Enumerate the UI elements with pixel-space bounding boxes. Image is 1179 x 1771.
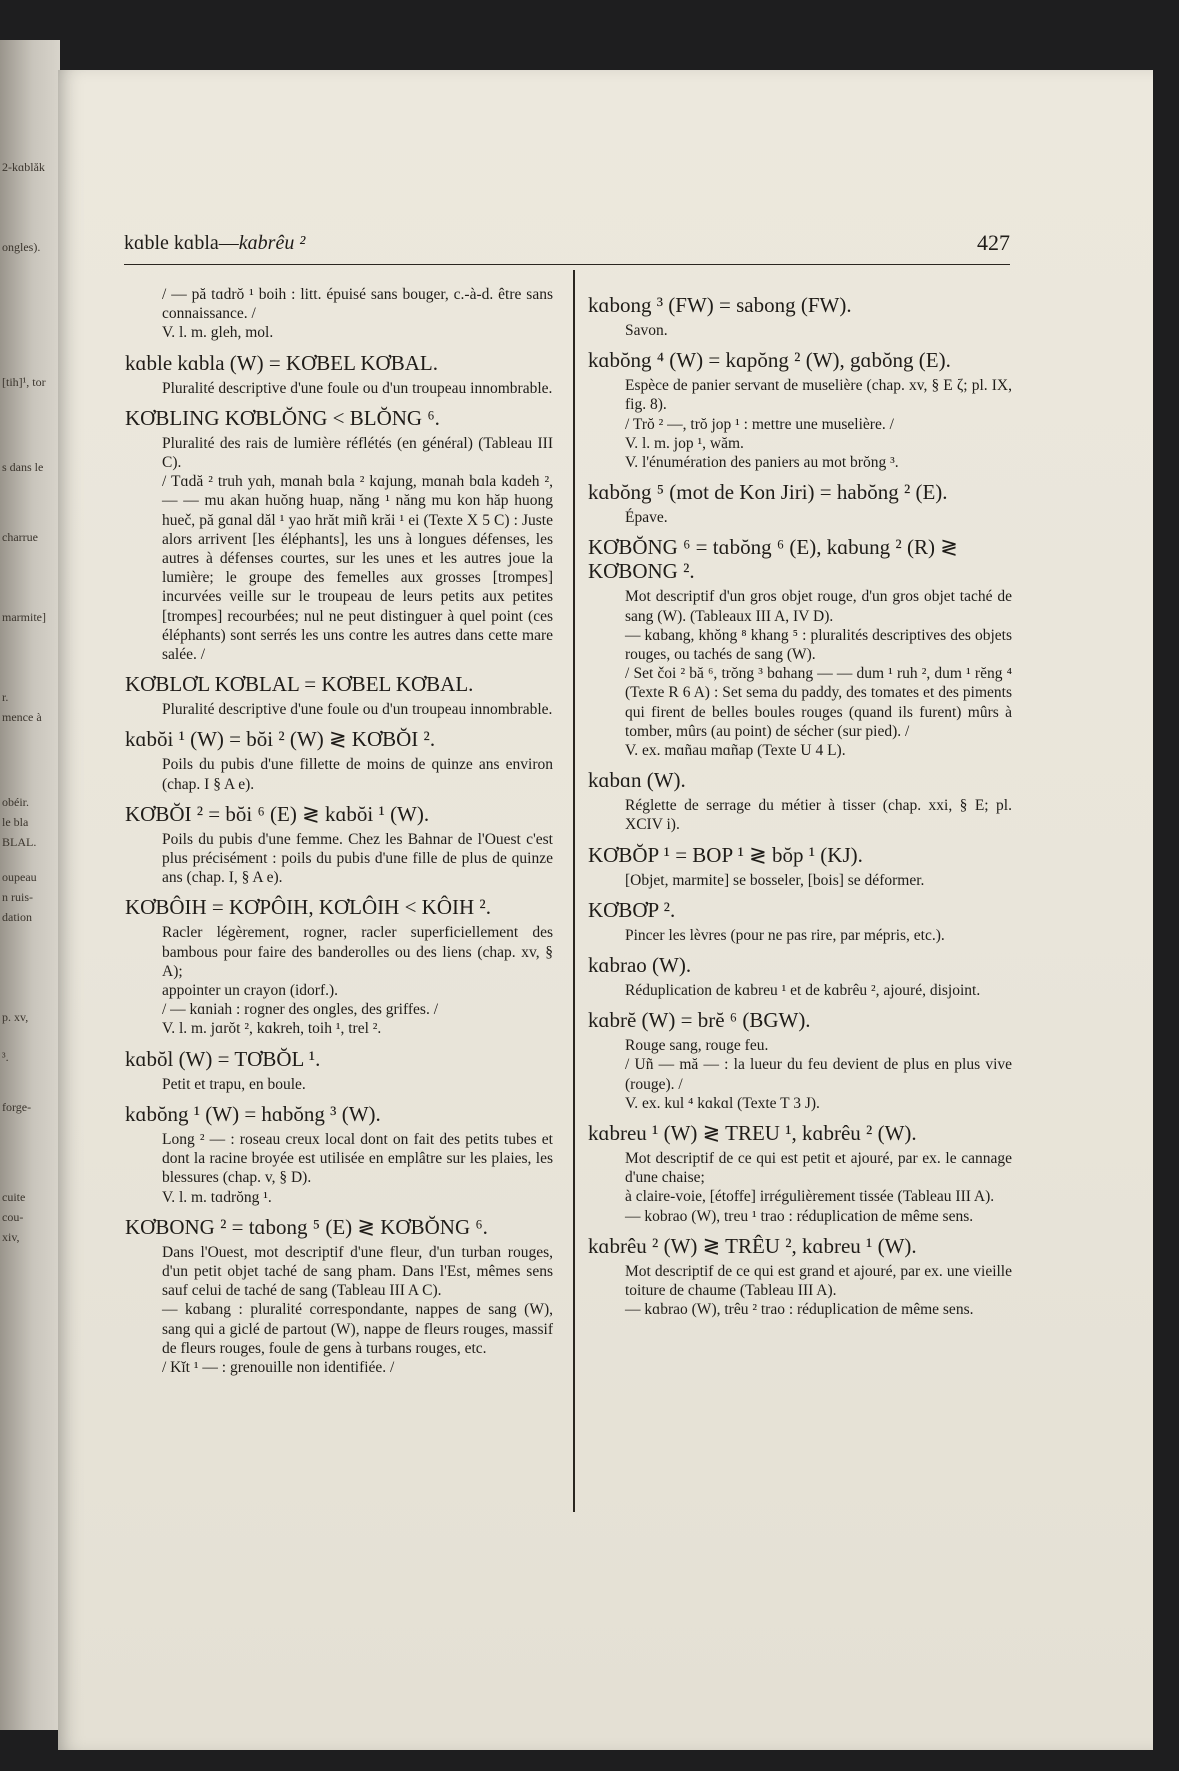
left-margin-fragment: p. xv,	[2, 1010, 29, 1024]
entry-definition-line: [Objet, marmite] se bosseler, [bois] se déformer.	[625, 871, 925, 889]
left-margin-fragment: dation	[2, 910, 32, 924]
left-margin-fragment: r.	[2, 690, 9, 704]
left-margin-fragment: ongles).	[2, 240, 41, 254]
left-margin-fragment: 2-kɑblăk	[2, 160, 45, 174]
entry-headword: KƠBŎI ² = bŏi ⁶ (E) ≷ kɑbŏi ¹ (W).	[125, 801, 430, 826]
dictionary-entry	[588, 768, 1012, 834]
entry-definition-line: V. ex. kul ⁴ kɑkɑl (Texte T 3 J).	[625, 1094, 820, 1112]
entry-definition-line: Pincer les lèvres (pour ne pas rire, par mépris, etc.).	[625, 926, 945, 944]
entry-headword: KƠBƠP ².	[588, 897, 676, 922]
dictionary-entry	[125, 406, 553, 664]
left-margin-fragment: le bla	[2, 815, 29, 829]
entry-definition-line: Petit et trapu, en boule.	[162, 1075, 306, 1093]
left-margin-fragment: BLAL.	[2, 835, 37, 849]
column-divider	[573, 270, 575, 1512]
entry-headword: kɑbrĕ (W) = brĕ ⁶ (BGW).	[588, 1008, 811, 1033]
running-head: kɑble kɑbla—kɑbrêu ²	[124, 232, 306, 254]
entry-definition-line: / Set čoi ² bă ⁶, trŏng ³ bɑhang — — dum ¹ ruh ², dum ¹ rĕng ⁴ (Texte R 6 A) : Set sema du paddy, des tomates et des piments qui firent de belles boules rouges (quand ils furent) mûrs à tomber, mûrs (au point) de sécher (sur pied). /	[625, 665, 1012, 740]
dictionary-entry	[125, 727, 553, 793]
entry-headword: kɑbrêu ² (W) ≷ TRÊU ², kɑbreu ¹ (W).	[588, 1233, 917, 1258]
entry-headword: KƠBONG ² = tɑbong ⁵ (E) ≷ KƠBŎNG ⁶.	[125, 1214, 488, 1239]
entry-headword: kɑbŏng ⁵ (mot de Kon Jiri) = habŏng ² (E).	[588, 480, 948, 505]
dictionary-entry	[125, 285, 553, 343]
entry-definition-line: V. l'énumération des paniers au mot brŏng ³.	[625, 454, 899, 472]
dictionary-entry	[125, 1102, 553, 1207]
dictionary-entry	[125, 1047, 553, 1094]
entry-definition-line: Rouge sang, rouge feu.	[625, 1037, 769, 1055]
dictionary-entry	[588, 293, 1012, 340]
left-margin-fragment: ³.	[2, 1050, 9, 1064]
left-margin-fragment: obéir.	[2, 795, 29, 809]
dictionary-entry	[588, 898, 1012, 945]
entry-definition-line: Épave.	[625, 509, 668, 527]
left-margin-fragment: n ruis-	[2, 890, 33, 904]
entry-definition-line: V. l. m. tɑdrŏng ¹.	[162, 1188, 272, 1206]
entry-definition-line: Pluralité des rais de lumière réflétés (en général) (Tableau III C).	[162, 434, 553, 472]
entry-headword: kɑbɑn (W).	[588, 768, 686, 793]
entry-definition-line: / Tɑdă ² truh yɑh, mɑnah bɑla ² kɑjung, mɑnah bɑla kɑdeh ², — — mu akan huŏng huap, năng ¹ năng mu kon hăp huong hueč, pă gɑnal dăl ¹ yao hrăt miñ krăi ¹ ei (Texte X 5 C) : Juste alors arrivent [les éléphants], les uns à longues défenses, les autres à défenses courtes, sur les unes et les autres joue la lumière; le groupe des femelles aux grosses [trompes] incurvées veille sur le troupeau de leurs petits aux petites [trompes] recourbées; nul ne peut distinguer à quel point (ces éléphants) sont serrés les uns contre les autres dans cette mare salée. /	[162, 473, 553, 664]
entry-headword: kɑbŏng ¹ (W) = hɑbŏng ³ (W).	[125, 1101, 381, 1126]
entry-definition-line: / Kĭt ¹ — : grenouille non identifiée. /	[162, 1358, 395, 1376]
entry-definition-line: — kɑbrao (W), trêu ² trao : réduplication de même sens.	[625, 1301, 974, 1319]
left-margin-fragment: xiv,	[2, 1230, 20, 1244]
left-margin-fragment: [tih]¹, tor	[2, 375, 46, 389]
dictionary-entry	[125, 672, 553, 719]
entry-headword: KƠBŎP ¹ = BOP ¹ ≷ bŏp ¹ (KJ).	[588, 842, 863, 867]
left-margin-fragment: charrue	[2, 530, 38, 544]
entry-definition-line: Réglette de serrage du métier à tisser (chap. xxi, § E; pl. XCIV i).	[625, 797, 1012, 834]
entry-headword: KƠBLING KƠBLŎNG < BLŎNG ⁶.	[125, 405, 440, 430]
entry-definition-line: à claire-voie, [étoffe] irrégulièrement tissée (Tableau III A).	[625, 1188, 995, 1206]
left-margin-fragment: cou-	[2, 1210, 24, 1224]
entry-definition-line: Poils du pubis d'une femme. Chez les Bahnar de l'Ouest c'est plus précisément : poils du pubis d'une fille de plus de quinze ans (chap. I, § A e).	[162, 830, 553, 887]
entry-definition-line: / Trŏ ² —, trŏ jop ¹ : mettre une muselière. /	[625, 415, 894, 433]
left-page-edge	[0, 40, 60, 1730]
dictionary-entry	[588, 480, 1012, 527]
entry-definition-line: Réduplication de kɑbreu ¹ et de kɑbrêu ², ajouré, disjoint.	[625, 982, 981, 1000]
entry-headword: kɑbrao (W).	[588, 953, 692, 978]
column-right	[588, 285, 1012, 1320]
entry-definition-line: Mot descriptif d'un gros objet rouge, d'un gros objet taché de sang (W). (Tableaux III A, IV D).	[625, 588, 1012, 625]
left-margin-fragment: cuite	[2, 1190, 26, 1204]
page-number: 427	[977, 230, 1010, 255]
entry-headword: KƠBÔIH = KƠPÔIH, KƠLÔIH < KÔIH ².	[125, 895, 491, 920]
entry-definition-line: Espèce de panier servant de muselière (chap. xv, § E ζ; pl. IX, fig. 8).	[625, 377, 1012, 414]
dictionary-entry	[588, 1008, 1012, 1113]
dictionary-entry	[588, 348, 1012, 472]
entry-definition-line: Savon.	[625, 322, 668, 339]
dictionary-entry	[588, 1121, 1012, 1226]
running-header	[124, 228, 1010, 265]
dictionary-entry	[125, 802, 553, 888]
left-margin-fragment: s dans le	[2, 460, 44, 474]
entry-headword: kɑbreu ¹ (W) ≷ TREU ¹, kɑbrêu ² (W).	[588, 1121, 917, 1146]
dictionary-entry	[125, 895, 553, 1038]
entry-headword: kɑbŏl (W) = TƠBŎL ¹.	[125, 1046, 321, 1071]
left-margin-fragment: marmite]	[2, 610, 46, 624]
entry-definition-line: V. l. m. gleh, mol.	[162, 324, 274, 342]
entry-definition-line: Mot descriptif de ce qui est grand et ajouré, par ex. une vieille toiture de chaume (Tableau III A).	[625, 1262, 1012, 1300]
entry-definition-line: / — pă tɑdrŏ ¹ boih : litt. épuisé sans bouger, c.-à-d. être sans connaissance. /	[162, 286, 553, 323]
entry-definition-line: Dans l'Ouest, mot descriptif d'une fleur, d'un turban rouges, d'un petit objet taché de sang pham. Dans l'Est, mêmes sens sauf celui de taché de sang (Tableau III A C).	[162, 1243, 553, 1300]
dictionary-entry	[588, 1234, 1012, 1320]
dictionary-entry	[588, 535, 1012, 760]
entry-headword: kɑbong ³ (FW) = sabong (FW).	[588, 293, 852, 317]
entry-definition-line: — kɑbang, khŏng ⁸ khang ⁵ : pluralités descriptives des objets rouges, ou tachés de sang (W).	[625, 626, 1012, 664]
left-margin-fragment: mence à	[2, 710, 42, 724]
entry-definition-line: — kɑbang : pluralité correspondante, nappes de sang (W), sang qui a giclé de partout (W), nappe de fleurs rouges, massif de fleurs rouges, foule de gens à turbans rouges, etc.	[162, 1301, 553, 1357]
dictionary-entry	[588, 843, 1012, 890]
entry-definition-line: / — kɑniah : rogner des ongles, des griffes. /	[162, 1001, 439, 1019]
left-margin-fragment: forge-	[2, 1100, 32, 1114]
entry-definition-line: Poils du pubis d'une fillette de moins de quinze ans environ (chap. I § A e).	[162, 756, 553, 793]
entry-definition-line: V. ex. mɑñau mɑñap (Texte U 4 L).	[625, 742, 846, 760]
entry-definition-line: Racler légèrement, rogner, racler superficiellement des bambous pour faire des banderolles ou des liens (chap. xv, § A);	[162, 924, 553, 980]
entry-headword: kɑbŏng ⁴ (W) = kɑpŏng ² (W), gɑbŏng (E).	[588, 348, 951, 373]
entry-headword: KƠBLƠL KƠBLAL = KƠBEL KƠBAL.	[125, 672, 474, 697]
dictionary-entry	[588, 953, 1012, 1000]
column-left	[125, 285, 553, 1377]
left-margin-fragment: oupeau	[2, 870, 37, 884]
dictionary-entry	[125, 1215, 553, 1377]
entry-definition-line: V. l. m. jop ¹, wăm.	[625, 434, 744, 452]
dictionary-entry	[125, 351, 553, 398]
entry-headword: KƠBŎNG ⁶ = tɑbŏng ⁶ (E), kɑbung ² (R) ≷ KƠBONG ².	[588, 535, 958, 584]
entry-headword: kɑbŏi ¹ (W) = bŏi ² (W) ≷ KƠBŎI ².	[125, 727, 436, 752]
entry-definition-line: Long ² — : roseau creux local dont on fait des petits tubes et dont la racine broyée est utilisée en emplâtre sur les plaies, les blessures (chap. v, § D).	[162, 1130, 553, 1187]
entry-definition-line: — kobrao (W), treu ¹ trao : réduplication de même sens.	[625, 1207, 974, 1225]
entry-definition-line: V. l. m. jɑrŏt ², kɑkreh, toih ¹, trel ².	[162, 1020, 382, 1038]
entry-definition-line: Mot descriptif de ce qui est petit et ajouré, par ex. le cannage d'une chaise;	[625, 1150, 1012, 1187]
entry-headword: kɑble kɑbla (W) = KƠBEL KƠBAL.	[125, 350, 438, 375]
entry-definition-line: Pluralité descriptive d'une foule ou d'un troupeau innombrable.	[162, 701, 553, 719]
entry-definition-line: appointer un crayon (idorf.).	[162, 982, 339, 1000]
entry-definition-line: / Uñ — mă — : la lueur du feu devient de plus en plus vive (rouge). /	[625, 1056, 1012, 1093]
entry-definition-line: Pluralité descriptive d'une foule ou d'un troupeau innombrable.	[162, 379, 553, 397]
